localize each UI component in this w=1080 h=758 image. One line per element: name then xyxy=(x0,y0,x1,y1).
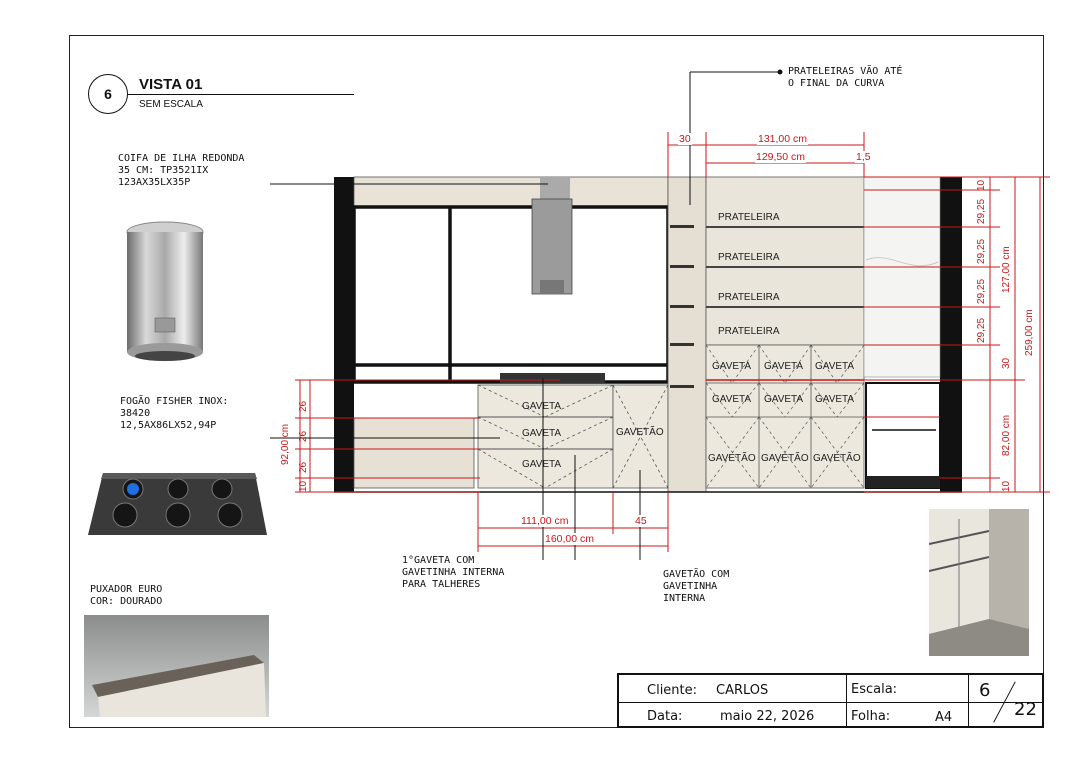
dim-top-30: 30 xyxy=(679,133,691,145)
page-number: 6 xyxy=(979,680,991,701)
range-hood-image xyxy=(120,218,210,368)
dim-right-82: 82,00 cm xyxy=(1001,414,1012,456)
dim-bottom-111: 111,00 cm xyxy=(521,515,569,527)
dim-bottom-45: 45 xyxy=(635,515,647,527)
dim-left-10: 10 xyxy=(298,480,309,492)
view-title: VISTA 01 xyxy=(139,76,203,93)
side-big-drawer-label: GAVETÃO xyxy=(616,427,664,438)
dim-top-131: 131,00 cm xyxy=(758,133,808,145)
dim-right-29-1: 29,25 xyxy=(976,198,987,224)
drawer-label-r1c1: GAVETA xyxy=(712,361,752,372)
view-scale-note: SEM ESCALA xyxy=(139,99,203,110)
dim-left-26-1: 26 xyxy=(298,400,309,412)
sheet-label: Folha: xyxy=(851,709,891,724)
big-drawer-callout: GAVETÃO COM GAVETINHA INTERNA xyxy=(663,569,730,604)
sheet-value: A4 xyxy=(935,710,953,725)
handle-image xyxy=(84,615,269,717)
dim-left-26-3: 26 xyxy=(298,461,309,473)
cooktop-image xyxy=(85,465,270,538)
dim-top-129: 129,50 cm xyxy=(756,151,806,163)
dim-right-29-4: 29,25 xyxy=(976,317,987,343)
shelf-label-2: PRATELEIRA xyxy=(718,252,780,263)
cooktop-drawer-label-2: GAVETA xyxy=(522,428,562,439)
cooktop-drawer-label-3: GAVETA xyxy=(522,459,562,470)
hood-callout: COIFA DE ILHA REDONDA 35 CM: TP3521IX 123AX35LX35P xyxy=(118,153,245,188)
drawer-label-r1c3: GAVETA xyxy=(815,361,855,372)
drawer-label-r1c2: GAVETA xyxy=(764,361,804,372)
page-total: 22 xyxy=(1014,699,1037,720)
date-label: Data: xyxy=(647,709,683,724)
big-drawer-label-1: GAVETÃO xyxy=(708,453,756,464)
shelf-label-1: PRATELEIRA xyxy=(718,212,780,223)
handle-callout: PUXADOR EURO COR: DOURADO xyxy=(90,584,163,607)
stove-callout: FOGÃO FISHER INOX: 38420 12,5AX86LX52,94P xyxy=(120,396,229,431)
dim-bottom-160: 160,00 cm xyxy=(545,533,595,545)
kitchen-elevation xyxy=(270,60,1060,560)
client-label: Cliente: xyxy=(647,683,698,698)
dim-right-259: 259,00 cm xyxy=(1024,309,1035,356)
shelf-label-4: PRATELEIRA xyxy=(718,326,780,337)
dim-right-29-2: 29,25 xyxy=(976,238,987,264)
drawer-label-r2c3: GAVETA xyxy=(815,394,855,405)
dim-right-29-3: 29,25 xyxy=(976,278,987,304)
dim-left-26-2: 26 xyxy=(298,430,309,442)
cooktop-drawer-label-1: GAVETA xyxy=(522,401,562,412)
date-value: maio 22, 2026 xyxy=(720,709,815,724)
big-drawer-label-3: GAVETÃO xyxy=(813,453,861,464)
dim-right-30: 30 xyxy=(1001,357,1012,369)
big-drawer-label-2: GAVETÃO xyxy=(761,453,809,464)
view-badge: 6 xyxy=(88,74,128,114)
shelves-callout: PRATELEIRAS VÃO ATÉ O FINAL DA CURVA xyxy=(788,66,903,89)
drawer-label-r2c1: GAVETA xyxy=(712,394,752,405)
dim-left-92: 92,00 cm xyxy=(280,423,291,465)
dim-right-10-bottom: 10 xyxy=(1001,480,1012,492)
title-block xyxy=(617,673,1044,728)
shelf-label-3: PRATELEIRA xyxy=(718,292,780,303)
dim-right-10-top: 10 xyxy=(976,179,987,191)
dim-right-127: 127,00 cm xyxy=(1001,246,1012,293)
client-value: CARLOS xyxy=(716,683,769,698)
dim-top-1-5: 1,5 xyxy=(856,151,871,163)
scale-label: Escala: xyxy=(851,682,898,697)
drawer-callout: 1°GAVETA COM GAVETINHA INTERNA PARA TALHERES xyxy=(402,555,505,590)
drawer-label-r2c2: GAVETA xyxy=(764,394,804,405)
